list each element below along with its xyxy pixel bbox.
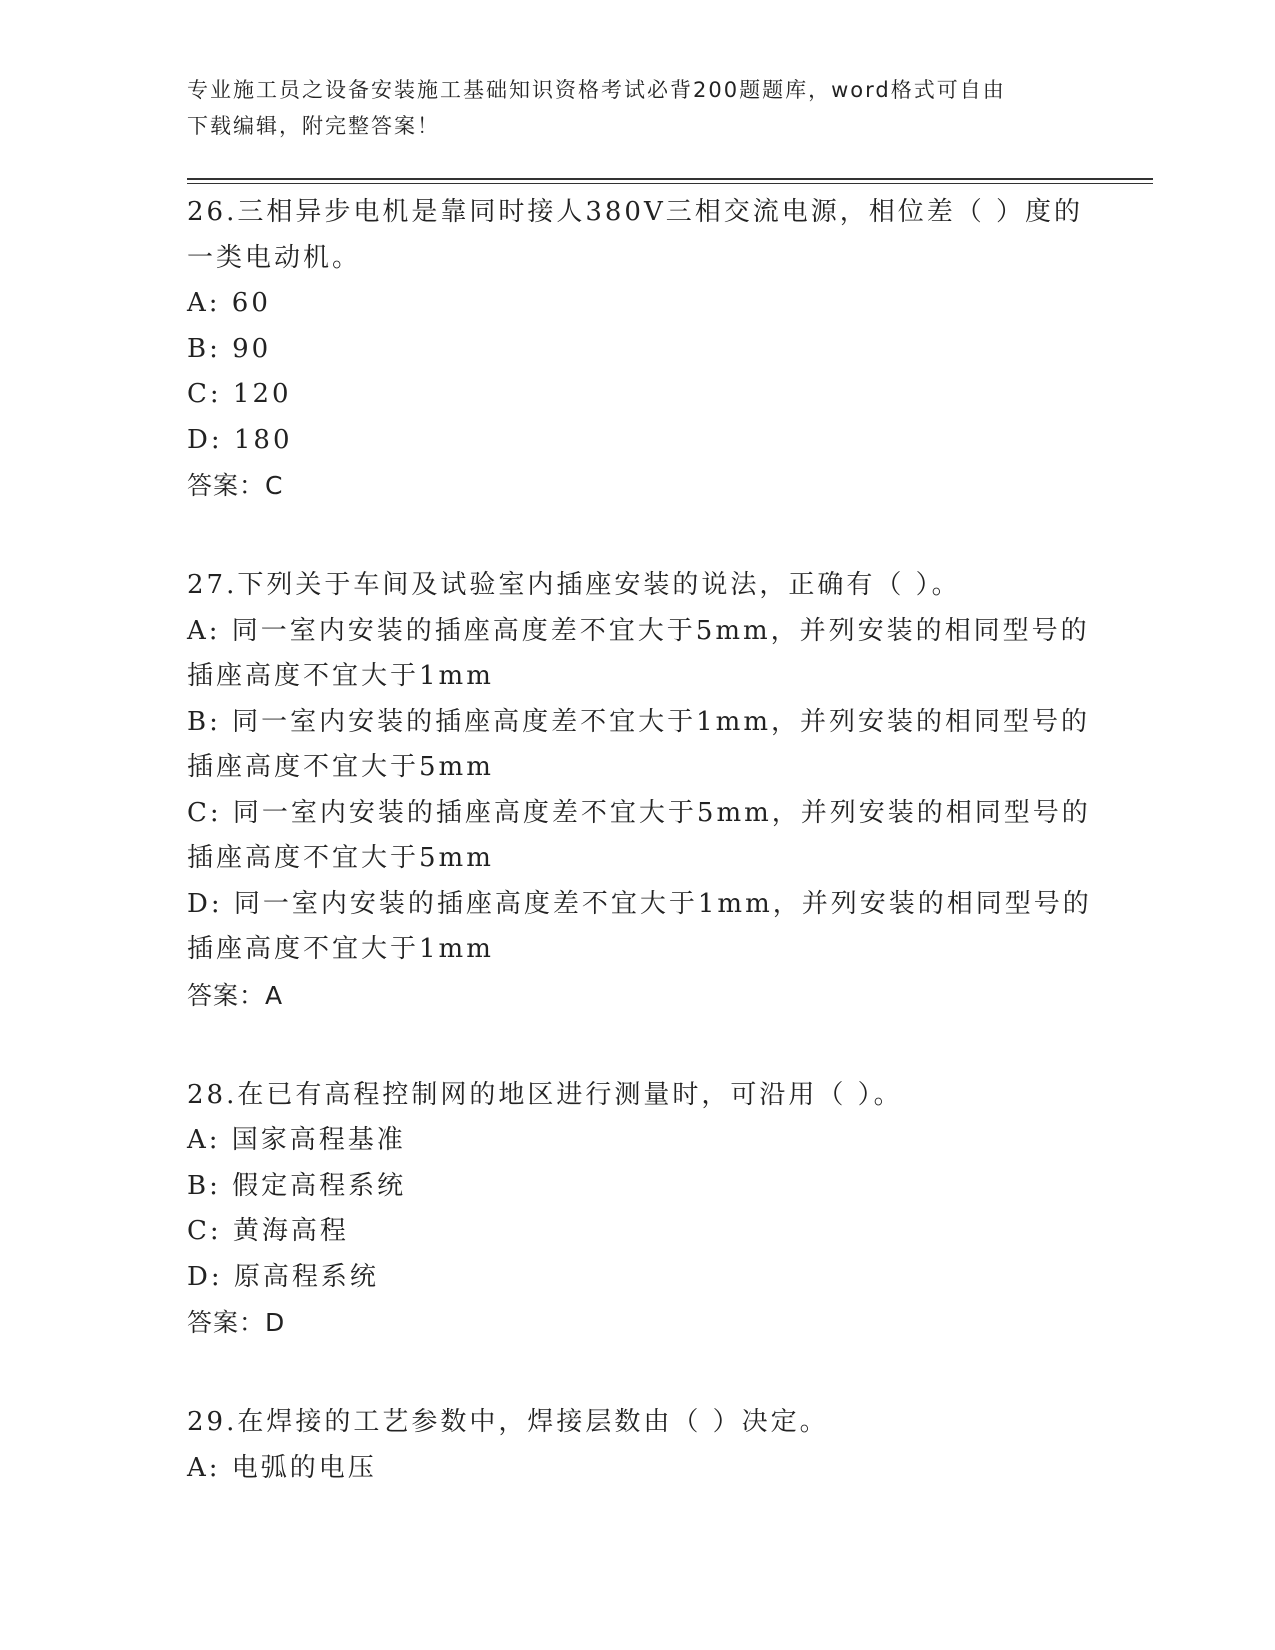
option-line: A: 60: [187, 288, 271, 318]
option-line: C: 120: [187, 379, 292, 409]
question-spacer: [187, 508, 1087, 563]
question-stem-line: 一类电动机。: [187, 242, 362, 273]
question-list: [187, 190, 1092, 1491]
header-divider-thick: [187, 178, 1153, 180]
question-block: [187, 1073, 1087, 1346]
option-line: C: 黄海高程: [187, 1216, 349, 1246]
option-line: 插座高度不宜大于5mm: [187, 752, 494, 782]
option-line: B: 假定高程系统: [187, 1170, 407, 1201]
header-line-1: 专业施工员之设备安装施工基础知识资格考试必背200题题库，word格式可自由: [187, 78, 1006, 102]
option-line: B: 90: [187, 333, 272, 364]
question-stem-line: 29.在焊接的工艺参数中，焊接层数由（ ）决定。: [187, 1407, 829, 1437]
question-block: [187, 1400, 1087, 1491]
question-block: [187, 190, 1087, 508]
option-line: 插座高度不宜大于1mm: [187, 934, 494, 964]
option-line: A: 国家高程基准: [187, 1125, 406, 1155]
option-line: 插座高度不宜大于1mm: [187, 661, 494, 691]
question-stem-line: 27.下列关于车间及试验室内插座安装的说法，正确有（ ）。: [187, 570, 961, 600]
header-divider-thin: [187, 183, 1153, 184]
question-spacer: [187, 1345, 1087, 1400]
header-line-2: 下载编辑，附完整答案！: [187, 114, 440, 138]
document-header: [187, 72, 1087, 144]
question-spacer: [187, 1018, 1087, 1073]
option-line: D: 原高程系统: [187, 1261, 379, 1292]
option-line: B: 同一室内安装的插座高度差不宜大于1mm，并列安装的相同型号的: [187, 706, 1090, 737]
question-block: [187, 563, 1092, 1018]
question-stem-line: 28.在已有高程控制网的地区进行测量时，可沿用（ ）。: [187, 1079, 903, 1110]
answer-line: 答案：D: [187, 1308, 286, 1337]
option-line: 插座高度不宜大于5mm: [187, 843, 494, 873]
option-line: D: 同一室内安装的插座高度差不宜大于1mm，并列安装的相同型号的: [187, 888, 1092, 919]
answer-line: 答案：A: [187, 980, 284, 1010]
option-line: D: 180: [187, 424, 293, 455]
answer-line: 答案：C: [187, 471, 284, 500]
option-line: A: 电弧的电压: [187, 1452, 377, 1483]
question-stem-line: 26.三相异步电机是靠同时接人380V三相交流电源，相位差（ ）度的: [187, 197, 1084, 227]
option-line: C: 同一室内安装的插座高度差不宜大于5mm，并列安装的相同型号的: [187, 797, 1091, 828]
option-line: A: 同一室内安装的插座高度差不宜大于5mm，并列安装的相同型号的: [187, 615, 1090, 646]
